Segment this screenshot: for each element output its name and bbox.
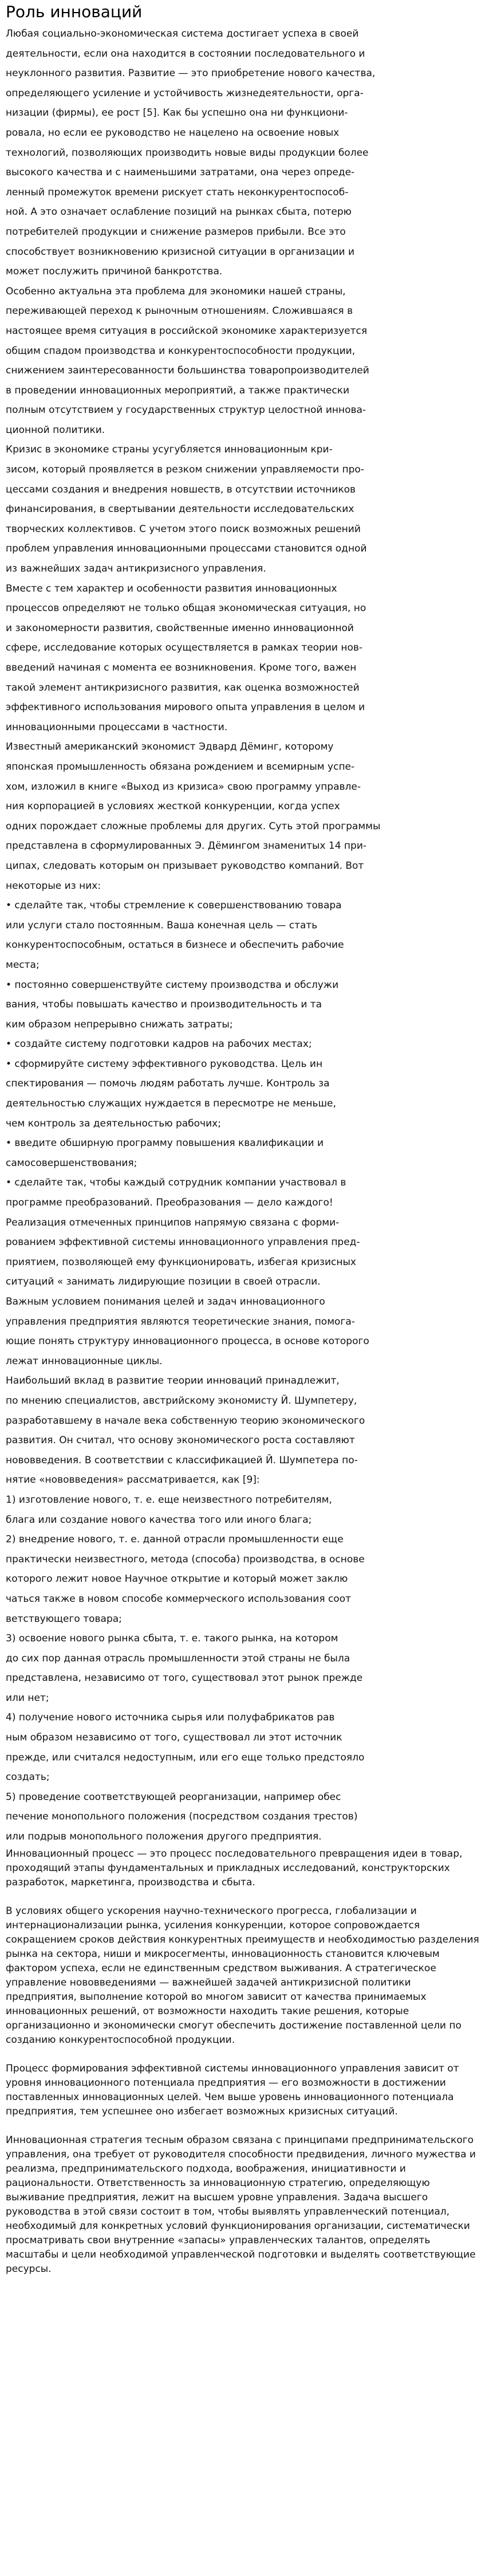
text-line: ния корпорацией в условиях жесткой конкуренции, когда успех — [6, 801, 340, 813]
text-line: Кризис в экономике страны усугубляется инновационным кри- — [6, 444, 333, 456]
text-line: введений начиная с момента ее возникновения. Кроме того, важен — [6, 662, 357, 673]
text-line: и закономерности развития, свойственные именно инновационной — [6, 622, 354, 634]
text-line: печение монопольного положения (посредством создания трестов) — [6, 1811, 358, 1823]
text-line: Наибольший вклад в развитие теории инноваций принадлежит, — [6, 1375, 340, 1387]
text-line: 5) проведение соответствующей реорганизации, например обес — [6, 1791, 341, 1803]
text-line: вания, чтобы повышать качество и производительность и та — [6, 999, 322, 1011]
text-line: программе преобразований. Преобразования — дело каждого! — [6, 1197, 333, 1209]
paragraph-gap — [6, 2047, 480, 2062]
text-line: Важным условием понимания целей и задач инновационного — [6, 1296, 325, 1307]
paragraph-gap — [6, 2119, 480, 2133]
text-line: нововведения. В соответствии с классификацией Й. Шумпетера по- — [6, 1454, 358, 1466]
text-line: практически неизвестного, метода (способа) производства, в основе — [6, 1553, 365, 1565]
text-line: такой элемент антикризисного развития, как оценка возможностей — [6, 682, 360, 694]
text-line: спектирования — помочь людям работать лучше. Контроль за — [6, 1078, 330, 1090]
text-line: некоторые из них: — [6, 880, 101, 892]
text-line: эффективного использования мирового опыта управления в целом и — [6, 702, 365, 714]
text-line: процессов определяют не только общая экономическая ситуация, но — [6, 602, 366, 615]
text-line: по мнению специалистов, австрийскому экономисту Й. Шумпетеру, — [6, 1395, 357, 1407]
text-line: может послужить причиной банкротства. — [6, 266, 223, 278]
text-line: или нет; — [6, 1692, 49, 1704]
text-line: ситуаций « занимать лидирующие позиции в своей отрасли. — [6, 1276, 321, 1288]
text-line: общим спадом производства и конкурентоспособности продукции, — [6, 345, 356, 357]
text-line: или услуги стало постоянным. Ваша конечная цель — стать — [6, 919, 318, 931]
text-line: неуклонного развития. Развитие — это приобретение нового качества, — [6, 68, 376, 80]
text-line: приятием, позволяющей ему функционировать, избегая кризисных — [6, 1256, 356, 1268]
text-line: • сделайте так, чтобы каждый сотрудник компании участвовал в — [6, 1177, 346, 1189]
text-line: высокого качества и с наименьшими затратами, она через опреде- — [6, 167, 355, 179]
text-line: 4) получение нового источника сырья или полуфабрикатов рав — [6, 1712, 335, 1724]
text-line: лежат инновационные циклы. — [6, 1355, 163, 1367]
text-line: 3) освоение нового рынка сбыта, т. е. такого рынка, на котором — [6, 1633, 338, 1645]
text-line: зисом, который проявляется в резком снижении управляемости про- — [6, 464, 364, 476]
text-line: Особенно актуальна эта проблема для экономики нашей страны, — [6, 285, 346, 297]
paragraph-innovation-potential: Процесс формирования эффективной системы инновационного управления зависит от уровня инновационного потенциала предприятия — его возможности в достижении поставленных инновационных целей. Чем выше уровень инновационного потенциала предприятия, тем успешнее оно избегает возможных кризисных ситуаций. — [6, 2062, 459, 2117]
text-line: до сих пор данная отрасль промышленности этой страны не была — [6, 1652, 350, 1664]
text-line: блага или создание нового качества того или иного блага; — [6, 1514, 312, 1526]
text-line: творческих коллективов. С учетом этого поиск возможных решений — [6, 523, 361, 535]
text-line: ным образом независимо от того, существовал ли этот источник — [6, 1732, 342, 1744]
document-title: Роль инноваций — [6, 2, 143, 21]
text-line: места; — [6, 959, 40, 971]
text-line: в проведении инновационных мероприятий, а также практически — [6, 384, 350, 396]
text-line: разработавшему в начале века собственную теорию экономического — [6, 1415, 365, 1427]
text-line: снижением заинтересованности большинства товаропроизводителей — [6, 365, 369, 377]
text-line: • сделайте так, чтобы стремление к совершенствованию товара — [6, 900, 342, 912]
paragraph-gap — [6, 1890, 480, 1904]
text-line: конкурентоспособным, остаться в бизнесе и обеспечить рабочие — [6, 939, 344, 951]
text-line: деятельности, если она находится в состоянии последовательного и — [6, 48, 365, 60]
text-line: японская промышленность обязана рождением и всемирным успе- — [6, 761, 355, 773]
text-line: • постоянно совершенствуйте систему производства и обслужи — [6, 979, 339, 991]
paragraph-innovation-strategy: Инновационная стратегия тесным образом связана с принципами предпринимательского управления, она требует от руководителя способности предвидения, личного мужества и реализма, предпринимательского подхода, воображения, инициативности и рациональности. Ответственность за инновационную стратегию, определяющую выживание предприятия, лежит на высшем уровне управления. Задача высшего руководства в этой связи состоит в том, чтобы выявлять управленческий потенциал, необходимый для конкретных условий функционирования организации, систематически просматривать свои внутренние «запасы» управленческих талантов, определять масштабы и цели необходимой управленческой подготовки и выделять соответствующие ресурсы. — [6, 2134, 476, 2275]
paragraph-acceleration: В условиях общего ускорения научно-технического прогресса, глобализации и интернационализации рынка, усиления конкуренции, которое сопровождается сокращением сроков действия конкурентных преимуществ и необходимостью разделения рынка на сектора, ниши и микросегменты, инновационность становится ключевым фактором успеха, если не единственным средством выживания. А стратегическое управление нововведениями — важнейшей задачей антикризисной политики предприятия, выполнение которой во многом зависит от качества принимаемых инновационных решений, от возможности находить такие решения, которые организационно и экономически смогут обеспечить достижение поставленной цели по созданию конкурентоспособной продукции. — [6, 1905, 479, 2046]
text-line: Реализация отмеченных принципов напрямую связана с форми- — [6, 1216, 340, 1228]
text-line: нятие «нововведения» рассматривается, как [9]: — [6, 1474, 260, 1486]
text-line: чаться также в новом способе коммерческого использования соот — [6, 1593, 352, 1605]
text-line: • введите обширную программу повышения квалификации и — [6, 1137, 324, 1149]
text-line: рованием эффективной системы инновационного управления пред- — [6, 1236, 360, 1248]
text-line: создать; — [6, 1771, 50, 1783]
text-line: из важнейших задач антикризисного управления. — [6, 563, 266, 575]
text-line: которого лежит новое Научное открытие и который может заклю — [6, 1573, 348, 1585]
text-line: Любая социально-экономическая система достигает успеха в своей — [6, 28, 359, 40]
text-line: • сформируйте систему эффективного руководства. Цель ин — [6, 1058, 323, 1070]
text-line: проблем управления инновационными процессами становится одной — [6, 543, 367, 555]
text-line: хом, изложил в книге «Выход из кризиса» свою программу управле- — [6, 781, 361, 793]
text-line: • создайте систему подготовки кадров на рабочих местах; — [6, 1038, 312, 1050]
text-line: ционной политики. — [6, 424, 105, 436]
text-line: низации (фирмы), ее рост [5]. Как бы успешно она ни функциони- — [6, 107, 348, 119]
text-line: развития. Он считал, что основу экономического роста составляют — [6, 1435, 355, 1447]
text-line: ципах, следовать которым он призывает руководство компаний. Вот — [6, 860, 364, 872]
text-line: ветствующего товара; — [6, 1613, 122, 1625]
text-line: управления предприятия являются теоретические знания, помога- — [6, 1315, 355, 1328]
paragraph-innovation-process: Инновационный процесс — это процесс последовательного превращения идеи в товар, проходящий этапы фундаментальных и прикладных исследований, конструкторских разработок, маркетинга, производства и сбыта. — [6, 1848, 463, 1888]
text-line: полным отсутствием у государственных структур целостной иннова- — [6, 404, 366, 416]
text-line: финансирования, в свертывании деятельности исследовательских — [6, 503, 354, 515]
text-line: ющие понять структуру инновационного процесса, в основе которого — [6, 1336, 369, 1348]
text-line: переживающей переход к рыночным отношениям. Сложившаяся в — [6, 305, 353, 317]
text-line: сфере, исследование которых осуществляется в рамках теории нов- — [6, 642, 363, 654]
body-lines — [6, 24, 480, 1847]
text-line: одних порождает сложные проблемы для других. Суть этой программы — [6, 820, 381, 832]
text-line: Вместе с тем характер и особенности развития инновационных — [6, 582, 337, 594]
text-line: ким образом непрерывно снижать затраты; — [6, 1018, 233, 1030]
text-line: потребителей продукции и снижение размеров прибыли. Все это — [6, 226, 346, 238]
text-line: определяющего усиление и устойчивость жизнедеятельности, орга- — [6, 87, 364, 99]
text-line: представлена в сформулированных Э. Дёмингом знаменитых 14 при- — [6, 840, 367, 852]
text-line: настоящее время ситуация в российской экономике характеризуется — [6, 325, 368, 337]
text-line: инновационными процессами в частности. — [6, 721, 228, 733]
text-line: ровала, но если ее руководство не нацелено на освоение новых — [6, 127, 340, 139]
text-line: Известный американский экономист Эдвард Дёминг, которому — [6, 741, 334, 753]
text-line: чем контроль за деятельностью рабочих; — [6, 1117, 221, 1129]
text-line: или подрыв монопольного положения другого предприятия. — [6, 1831, 322, 1843]
text-line: способствует возникновению кризисной ситуации в организации и — [6, 246, 355, 258]
text-line: деятельностью служащих нуждается в пересмотре не меньше, — [6, 1098, 336, 1110]
text-line: самосовершенствования; — [6, 1157, 137, 1169]
text-line: технологий, позволяющих производить новые виды продукции более — [6, 147, 369, 159]
text-line: прежде, или считался недоступным, или его еще только предстояло — [6, 1751, 365, 1763]
text-line: ной. А это означает ослабление позиций на рынках сбыта, потерю — [6, 206, 352, 218]
text-line: 2) внедрение нового, т. е. данной отрасли промышленности еще — [6, 1534, 344, 1546]
text-line: представлена, независимо от того, существовал этот рынок прежде — [6, 1672, 363, 1684]
text-line: ленный промежуток времени рискует стать неконкурентоспособ- — [6, 186, 349, 198]
text-line: цессами создания и внедрения новшеств, в отсутствии источников — [6, 483, 356, 495]
text-line: 1) изготовление нового, т. е. еще неизвестного потребителям, — [6, 1494, 332, 1506]
